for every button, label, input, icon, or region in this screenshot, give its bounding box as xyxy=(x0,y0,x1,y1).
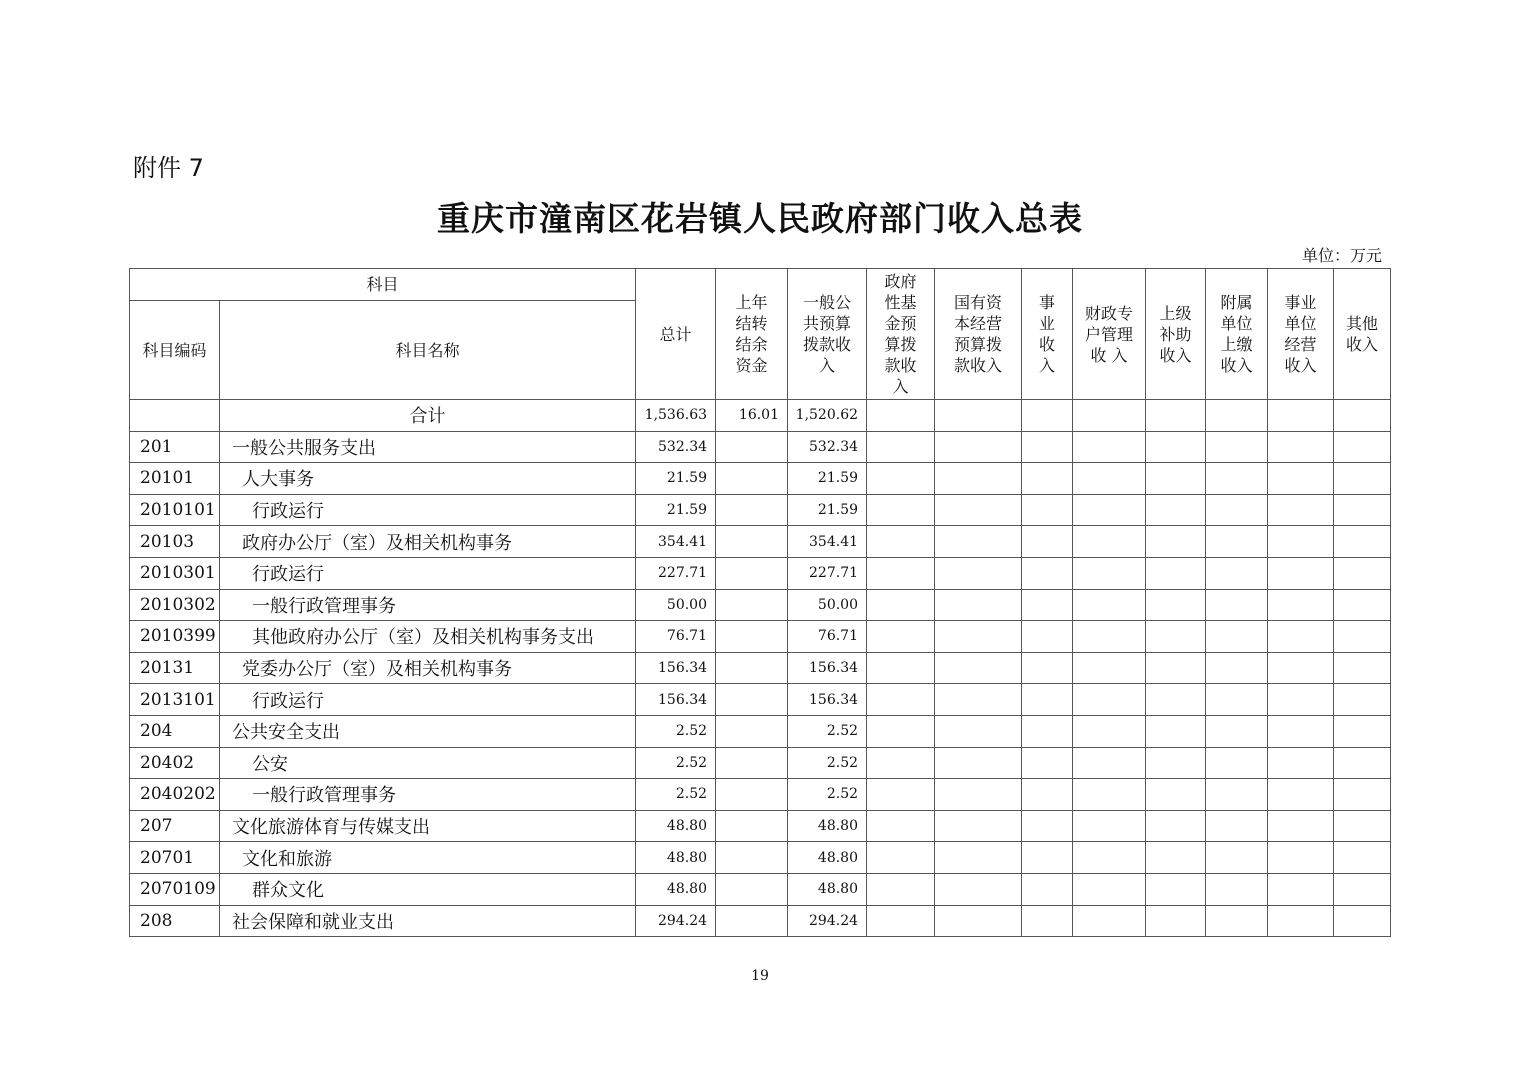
empty-cell xyxy=(1268,526,1334,558)
general-budget-value: 21.59 xyxy=(788,463,867,495)
empty-cell xyxy=(1073,621,1146,653)
subject-code: 20103 xyxy=(130,526,220,558)
empty-cell xyxy=(1206,589,1268,621)
empty-cell xyxy=(1146,652,1206,684)
empty-cell xyxy=(1206,684,1268,716)
table-row xyxy=(130,652,1391,684)
subject-name: 公共安全支出 xyxy=(220,715,636,747)
subject-code: 207 xyxy=(130,810,220,842)
subject-name: 行政运行 xyxy=(220,684,636,716)
carryover-value xyxy=(716,873,788,905)
empty-cell xyxy=(1146,400,1206,432)
empty-cell xyxy=(935,557,1022,589)
general-budget-value: 294.24 xyxy=(788,905,867,937)
general-budget-value: 2.52 xyxy=(788,747,867,779)
empty-cell xyxy=(1022,810,1073,842)
carryover-value xyxy=(716,747,788,779)
empty-cell xyxy=(935,400,1022,432)
empty-cell xyxy=(1022,494,1073,526)
empty-cell xyxy=(1146,431,1206,463)
subject-name: 合计 xyxy=(220,400,636,432)
carryover-value xyxy=(716,589,788,621)
empty-cell xyxy=(1022,463,1073,495)
empty-cell xyxy=(867,589,935,621)
general-budget-value: 1,520.62 xyxy=(788,400,867,432)
empty-cell xyxy=(1268,684,1334,716)
total-value: 2.52 xyxy=(636,747,716,779)
empty-cell xyxy=(1022,652,1073,684)
subject-name: 公安 xyxy=(220,747,636,779)
empty-cell xyxy=(1146,905,1206,937)
empty-cell xyxy=(1334,463,1391,495)
empty-cell xyxy=(867,715,935,747)
header-col: 附属 单位 上缴 收入 xyxy=(1206,269,1268,400)
general-budget-value: 21.59 xyxy=(788,494,867,526)
subject-name: 文化旅游体育与传媒支出 xyxy=(220,810,636,842)
empty-cell xyxy=(1073,810,1146,842)
carryover-value xyxy=(716,715,788,747)
subject-code: 2070109 xyxy=(130,873,220,905)
empty-cell xyxy=(935,431,1022,463)
total-value: 2.52 xyxy=(636,779,716,811)
empty-cell xyxy=(935,747,1022,779)
carryover-value xyxy=(716,652,788,684)
table-row xyxy=(130,400,1391,432)
empty-cell xyxy=(1073,905,1146,937)
total-value: 354.41 xyxy=(636,526,716,558)
empty-cell xyxy=(1268,431,1334,463)
empty-cell xyxy=(1206,747,1268,779)
table-row xyxy=(130,463,1391,495)
empty-cell xyxy=(1146,463,1206,495)
total-value: 294.24 xyxy=(636,905,716,937)
empty-cell xyxy=(867,779,935,811)
subject-code: 20402 xyxy=(130,747,220,779)
empty-cell xyxy=(935,463,1022,495)
empty-cell xyxy=(867,747,935,779)
empty-cell xyxy=(1268,842,1334,874)
empty-cell xyxy=(935,621,1022,653)
empty-cell xyxy=(1206,431,1268,463)
empty-cell xyxy=(1268,779,1334,811)
empty-cell xyxy=(1022,842,1073,874)
table-row xyxy=(130,526,1391,558)
general-budget-value: 532.34 xyxy=(788,431,867,463)
empty-cell xyxy=(867,684,935,716)
empty-cell xyxy=(1334,842,1391,874)
empty-cell xyxy=(1334,747,1391,779)
subject-name: 文化和旅游 xyxy=(220,842,636,874)
general-budget-value: 156.34 xyxy=(788,652,867,684)
empty-cell xyxy=(1268,463,1334,495)
table-row xyxy=(130,747,1391,779)
empty-cell xyxy=(1022,621,1073,653)
header-col: 上级 补助 收入 xyxy=(1146,269,1206,400)
empty-cell xyxy=(1206,715,1268,747)
empty-cell xyxy=(867,400,935,432)
empty-cell xyxy=(1268,621,1334,653)
empty-cell xyxy=(1022,873,1073,905)
empty-cell xyxy=(935,589,1022,621)
empty-cell xyxy=(1073,431,1146,463)
empty-cell xyxy=(867,842,935,874)
empty-cell xyxy=(1073,400,1146,432)
carryover-value xyxy=(716,557,788,589)
subject-name: 政府办公厅（室）及相关机构事务 xyxy=(220,526,636,558)
empty-cell xyxy=(867,652,935,684)
empty-cell xyxy=(1206,779,1268,811)
general-budget-value: 48.80 xyxy=(788,873,867,905)
empty-cell xyxy=(935,873,1022,905)
empty-cell xyxy=(1073,684,1146,716)
empty-cell xyxy=(867,873,935,905)
page-number: 19 xyxy=(751,968,769,984)
total-value: 21.59 xyxy=(636,463,716,495)
general-budget-value: 76.71 xyxy=(788,621,867,653)
carryover-value xyxy=(716,494,788,526)
header-subject: 科目 xyxy=(130,269,636,301)
subject-name: 社会保障和就业支出 xyxy=(220,905,636,937)
empty-cell xyxy=(1268,557,1334,589)
carryover-value xyxy=(716,621,788,653)
total-value: 48.80 xyxy=(636,873,716,905)
total-value: 48.80 xyxy=(636,842,716,874)
empty-cell xyxy=(1073,463,1146,495)
subject-code: 20701 xyxy=(130,842,220,874)
table-row xyxy=(130,810,1391,842)
subject-code: 204 xyxy=(130,715,220,747)
table-row xyxy=(130,621,1391,653)
empty-cell xyxy=(1206,526,1268,558)
empty-cell xyxy=(1022,779,1073,811)
subject-code: 20131 xyxy=(130,652,220,684)
header-col: 其他 收入 xyxy=(1334,269,1391,400)
subject-name: 一般行政管理事务 xyxy=(220,779,636,811)
empty-cell xyxy=(1073,589,1146,621)
table-row xyxy=(130,684,1391,716)
empty-cell xyxy=(1073,842,1146,874)
unit-label: 单位：万元 xyxy=(1301,246,1382,265)
header-col: 政府 性基 金预 算拨 款收 入 xyxy=(867,269,935,400)
header-col: 事 业 收 入 xyxy=(1022,269,1073,400)
empty-cell xyxy=(935,684,1022,716)
table-row xyxy=(130,905,1391,937)
empty-cell xyxy=(1146,810,1206,842)
empty-cell xyxy=(1268,494,1334,526)
total-value: 21.59 xyxy=(636,494,716,526)
empty-cell xyxy=(1268,715,1334,747)
total-value: 156.34 xyxy=(636,684,716,716)
carryover-value xyxy=(716,684,788,716)
empty-cell xyxy=(1334,526,1391,558)
subject-code: 2010301 xyxy=(130,557,220,589)
empty-cell xyxy=(1334,494,1391,526)
empty-cell xyxy=(1206,463,1268,495)
empty-cell xyxy=(1146,684,1206,716)
table-row xyxy=(130,873,1391,905)
general-budget-value: 50.00 xyxy=(788,589,867,621)
empty-cell xyxy=(1146,557,1206,589)
empty-cell xyxy=(1022,684,1073,716)
subject-code: 2013101 xyxy=(130,684,220,716)
empty-cell xyxy=(867,494,935,526)
header-col: 一般公 共预算 拨款收 入 xyxy=(788,269,867,400)
empty-cell xyxy=(1146,589,1206,621)
empty-cell xyxy=(1146,526,1206,558)
empty-cell xyxy=(1206,400,1268,432)
empty-cell xyxy=(1146,779,1206,811)
empty-cell xyxy=(935,810,1022,842)
carryover-value: 16.01 xyxy=(716,400,788,432)
total-value: 76.71 xyxy=(636,621,716,653)
table-row xyxy=(130,842,1391,874)
header-row-1 xyxy=(130,269,1391,301)
empty-cell xyxy=(867,905,935,937)
total-value: 227.71 xyxy=(636,557,716,589)
table-row xyxy=(130,589,1391,621)
carryover-value xyxy=(716,905,788,937)
total-value: 1,536.63 xyxy=(636,400,716,432)
empty-cell xyxy=(1206,494,1268,526)
empty-cell xyxy=(1268,589,1334,621)
document-title: 重庆市潼南区花岩镇人民政府部门收入总表 xyxy=(437,199,1083,238)
empty-cell xyxy=(1206,557,1268,589)
carryover-value xyxy=(716,431,788,463)
subject-name: 一般行政管理事务 xyxy=(220,589,636,621)
subject-name: 行政运行 xyxy=(220,494,636,526)
empty-cell xyxy=(1206,652,1268,684)
subject-name: 群众文化 xyxy=(220,873,636,905)
empty-cell xyxy=(1022,526,1073,558)
table-row xyxy=(130,557,1391,589)
empty-cell xyxy=(1268,652,1334,684)
empty-cell xyxy=(1022,905,1073,937)
empty-cell xyxy=(867,810,935,842)
empty-cell xyxy=(1268,873,1334,905)
subject-code xyxy=(130,400,220,432)
header-name: 科目名称 xyxy=(220,301,636,400)
empty-cell xyxy=(1334,905,1391,937)
empty-cell xyxy=(1206,842,1268,874)
empty-cell xyxy=(1146,842,1206,874)
empty-cell xyxy=(1334,431,1391,463)
empty-cell xyxy=(1073,715,1146,747)
total-value: 2.52 xyxy=(636,715,716,747)
empty-cell xyxy=(1334,684,1391,716)
empty-cell xyxy=(1334,400,1391,432)
subject-name: 行政运行 xyxy=(220,557,636,589)
carryover-value xyxy=(716,779,788,811)
general-budget-value: 156.34 xyxy=(788,684,867,716)
empty-cell xyxy=(1022,715,1073,747)
empty-cell xyxy=(1022,431,1073,463)
subject-code: 208 xyxy=(130,905,220,937)
total-value: 48.80 xyxy=(636,810,716,842)
empty-cell xyxy=(1073,873,1146,905)
empty-cell xyxy=(1206,905,1268,937)
empty-cell xyxy=(935,526,1022,558)
general-budget-value: 48.80 xyxy=(788,842,867,874)
empty-cell xyxy=(1206,810,1268,842)
empty-cell xyxy=(1146,494,1206,526)
carryover-value xyxy=(716,810,788,842)
empty-cell xyxy=(867,621,935,653)
empty-cell xyxy=(1268,810,1334,842)
subject-code: 201 xyxy=(130,431,220,463)
empty-cell xyxy=(1334,715,1391,747)
general-budget-value: 227.71 xyxy=(788,557,867,589)
table-row xyxy=(130,779,1391,811)
empty-cell xyxy=(1146,873,1206,905)
revenue-table xyxy=(129,268,1391,937)
header-code: 科目编码 xyxy=(130,301,220,400)
empty-cell xyxy=(1268,905,1334,937)
subject-code: 20101 xyxy=(130,463,220,495)
subject-code: 2010302 xyxy=(130,589,220,621)
carryover-value xyxy=(716,842,788,874)
empty-cell xyxy=(1268,400,1334,432)
empty-cell xyxy=(1073,747,1146,779)
empty-cell xyxy=(1206,873,1268,905)
empty-cell xyxy=(935,842,1022,874)
empty-cell xyxy=(1146,747,1206,779)
attachment-label: 附件 7 xyxy=(133,154,204,182)
empty-cell xyxy=(1073,494,1146,526)
header-col: 上年 结转 结余 资金 xyxy=(716,269,788,400)
table-row xyxy=(130,431,1391,463)
empty-cell xyxy=(1073,557,1146,589)
empty-cell xyxy=(1334,810,1391,842)
header-col: 事业 单位 经营 收入 xyxy=(1268,269,1334,400)
empty-cell xyxy=(1022,589,1073,621)
carryover-value xyxy=(716,463,788,495)
empty-cell xyxy=(1334,873,1391,905)
empty-cell xyxy=(1022,747,1073,779)
general-budget-value: 2.52 xyxy=(788,715,867,747)
header-col: 财政专 户管理 收 入 xyxy=(1073,269,1146,400)
header-col: 总计 xyxy=(636,269,716,400)
empty-cell xyxy=(935,779,1022,811)
subject-name: 一般公共服务支出 xyxy=(220,431,636,463)
empty-cell xyxy=(867,557,935,589)
total-value: 50.00 xyxy=(636,589,716,621)
empty-cell xyxy=(935,715,1022,747)
subject-name: 其他政府办公厅（室）及相关机构事务支出 xyxy=(220,621,636,653)
subject-name: 党委办公厅（室）及相关机构事务 xyxy=(220,652,636,684)
empty-cell xyxy=(867,431,935,463)
empty-cell xyxy=(1073,652,1146,684)
empty-cell xyxy=(1334,621,1391,653)
empty-cell xyxy=(867,463,935,495)
empty-cell xyxy=(1146,715,1206,747)
table-row xyxy=(130,715,1391,747)
table-row xyxy=(130,494,1391,526)
subject-name: 人大事务 xyxy=(220,463,636,495)
empty-cell xyxy=(1334,557,1391,589)
empty-cell xyxy=(1022,557,1073,589)
carryover-value xyxy=(716,526,788,558)
empty-cell xyxy=(1073,526,1146,558)
total-value: 532.34 xyxy=(636,431,716,463)
empty-cell xyxy=(1334,779,1391,811)
empty-cell xyxy=(867,526,935,558)
empty-cell xyxy=(935,905,1022,937)
subject-code: 2040202 xyxy=(130,779,220,811)
subject-code: 2010399 xyxy=(130,621,220,653)
empty-cell xyxy=(1334,589,1391,621)
general-budget-value: 48.80 xyxy=(788,810,867,842)
empty-cell xyxy=(1073,779,1146,811)
subject-code: 2010101 xyxy=(130,494,220,526)
empty-cell xyxy=(1206,621,1268,653)
header-col: 国有资 本经营 预算拨 款收入 xyxy=(935,269,1022,400)
general-budget-value: 2.52 xyxy=(788,779,867,811)
empty-cell xyxy=(1022,400,1073,432)
empty-cell xyxy=(935,494,1022,526)
empty-cell xyxy=(1334,652,1391,684)
empty-cell xyxy=(935,652,1022,684)
empty-cell xyxy=(1146,621,1206,653)
empty-cell xyxy=(1268,747,1334,779)
general-budget-value: 354.41 xyxy=(788,526,867,558)
total-value: 156.34 xyxy=(636,652,716,684)
